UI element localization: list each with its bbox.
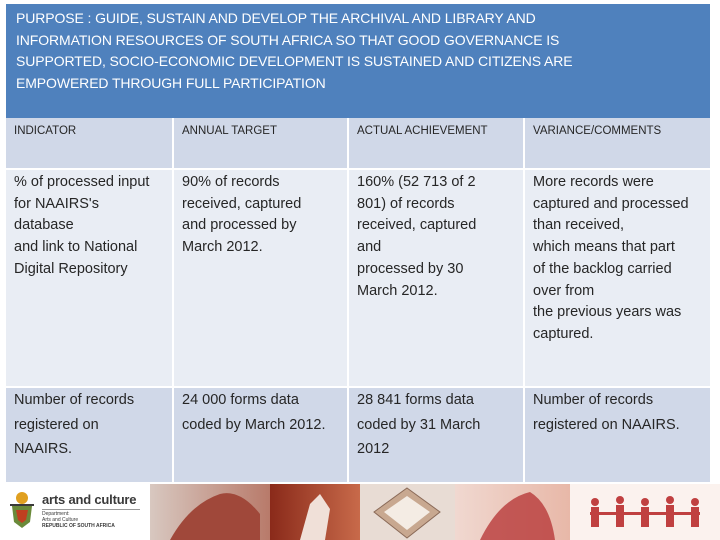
cell-line: Digital Repository (14, 260, 128, 277)
purpose-line: PURPOSE : GUIDE, SUSTAIN AND DEVELOP THE ARCHIVAL AND LIBRARY AND (16, 10, 536, 26)
cell-line: and processed by (182, 217, 297, 234)
logo-sub: Department: (42, 511, 70, 517)
cell-line: NAAIRS. (14, 441, 73, 457)
cell-annual-target (174, 388, 349, 482)
cell-line: received, captured (182, 195, 302, 212)
coat-of-arms-icon (8, 490, 36, 530)
logo-sub: Arts and Culture (42, 517, 79, 523)
header-indicator: INDICATOR (6, 118, 174, 170)
purpose-line: INFORMATION RESOURCES OF SOUTH AFRICA SO THAT GOOD GOVERNANCE IS (16, 31, 560, 48)
purpose-banner (6, 4, 710, 118)
decorative-strip (150, 484, 720, 540)
cell-line: processed by 30 (357, 260, 464, 277)
cell-variance-comments (525, 388, 710, 482)
logo-rsa: REPUBLIC OF SOUTH AFRICA (42, 523, 115, 529)
cell-line: More records were (533, 174, 654, 190)
header-actual-achievement: ACTUAL ACHIEVEMENT (349, 118, 525, 170)
cell-line: and (357, 239, 382, 256)
cell-line: Number of records (14, 392, 135, 408)
cell-line: coded by March 2012. (182, 416, 326, 433)
cell-line: 2012 (357, 441, 390, 457)
cell-line: and link to National (14, 239, 138, 256)
table-row (6, 170, 710, 388)
logo-text (42, 492, 140, 529)
table-row (6, 388, 710, 482)
cell-indicator (6, 388, 174, 482)
cell-line: over from (533, 282, 595, 299)
cell-line: 160% (52 713 of 2 (357, 174, 476, 190)
cell-line: the previous years was (533, 304, 682, 321)
logo-title: arts and culture (42, 492, 137, 507)
indicator-table (6, 118, 710, 482)
cell-line: database (14, 217, 74, 234)
cell-line: March 2012. (357, 282, 438, 299)
cell-line: 28 841 forms data (357, 392, 474, 408)
cell-indicator (6, 170, 174, 388)
cell-line: which means that part (533, 239, 675, 256)
cell-line: of the backlog carried (533, 260, 672, 277)
cell-line: 24 000 forms data (182, 392, 299, 408)
cell-annual-target (174, 170, 349, 388)
cell-line: coded by 31 March (357, 416, 481, 433)
cell-line: captured. (533, 325, 594, 342)
footer-banner (0, 482, 720, 540)
cell-line: Number of records (533, 392, 654, 408)
cell-line: % of processed input (14, 174, 150, 190)
cell-line: captured and processed (533, 195, 689, 212)
cell-line: registered on (14, 416, 99, 433)
cell-line: for NAAIRS's (14, 195, 99, 212)
cell-line: 801) of records (357, 195, 455, 212)
header-variance-comments: VARIANCE/COMMENTS (525, 118, 710, 170)
cell-line: March 2012. (182, 239, 263, 256)
purpose-line: SUPPORTED, SOCIO-ECONOMIC DEVELOPMENT IS SUSTAINED AND CITIZENS ARE (16, 53, 573, 69)
header-annual-target: ANNUAL TARGET (174, 118, 349, 170)
cell-variance-comments (525, 170, 710, 388)
cell-actual-achievement (349, 170, 525, 388)
cell-actual-achievement (349, 388, 525, 482)
cell-line: than received, (533, 217, 625, 234)
purpose-line: EMPOWERED THROUGH FULL PARTICIPATION (16, 74, 326, 91)
table-header-row (6, 118, 710, 170)
cell-line: received, captured (357, 217, 477, 234)
cell-line: registered on NAAIRS. (533, 416, 680, 433)
cell-line: 90% of records (182, 174, 280, 190)
